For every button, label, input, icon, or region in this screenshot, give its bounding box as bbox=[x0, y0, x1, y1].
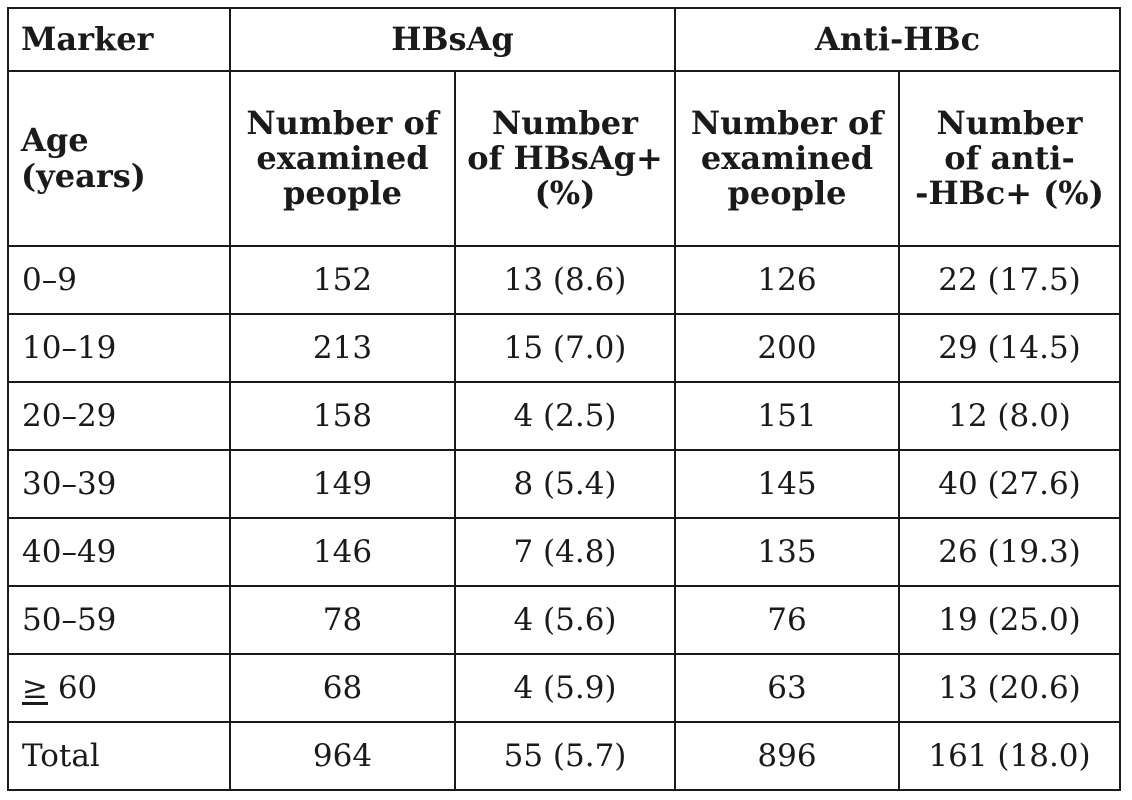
hbsag-examined-total: 964 bbox=[230, 722, 455, 790]
antihbc-group-header: Anti-HBc bbox=[675, 8, 1120, 71]
antihbc-positive-cell: 22 (17.5) bbox=[899, 246, 1120, 314]
antihbc-positive-cell: 29 (14.5) bbox=[899, 314, 1120, 382]
table-row bbox=[8, 518, 1120, 586]
age-cell: 50–59 bbox=[8, 586, 230, 654]
age-value: 60 bbox=[47, 670, 98, 706]
hbsag-positive-cell: 15 (7.0) bbox=[455, 314, 675, 382]
antihbc-positive-cell: 26 (19.3) bbox=[899, 518, 1120, 586]
hbsag-positive-header: Number of HBsAg+ (%) bbox=[455, 71, 675, 246]
antihbc-examined-cell: 151 bbox=[675, 382, 899, 450]
hbsag-positive-cell: 8 (5.4) bbox=[455, 450, 675, 518]
antihbc-positive-cell: 12 (8.0) bbox=[899, 382, 1120, 450]
antihbc-positive-cell: 13 (20.6) bbox=[899, 654, 1120, 722]
hbsag-positive-cell: 7 (4.8) bbox=[455, 518, 675, 586]
table-row bbox=[8, 450, 1120, 518]
age-cell bbox=[8, 654, 230, 722]
antihbc-positive-cell: 19 (25.0) bbox=[899, 586, 1120, 654]
age-cell: 10–19 bbox=[8, 314, 230, 382]
hbsag-positive-cell: 4 (5.9) bbox=[455, 654, 675, 722]
hbsag-examined-cell: 146 bbox=[230, 518, 455, 586]
table-row bbox=[8, 654, 1120, 722]
antihbc-examined-cell: 145 bbox=[675, 450, 899, 518]
greater-equal-symbol: ≥ bbox=[22, 670, 48, 706]
antihbc-positive-total: 161 (18.0) bbox=[899, 722, 1120, 790]
hbsag-examined-cell: 152 bbox=[230, 246, 455, 314]
hbsag-examined-cell: 213 bbox=[230, 314, 455, 382]
table-row bbox=[8, 382, 1120, 450]
antihbc-positive-cell: 40 (27.6) bbox=[899, 450, 1120, 518]
hbsag-examined-cell: 149 bbox=[230, 450, 455, 518]
total-row bbox=[8, 722, 1120, 790]
age-cell: 40–49 bbox=[8, 518, 230, 586]
age-cell: 20–29 bbox=[8, 382, 230, 450]
hbsag-examined-cell: 78 bbox=[230, 586, 455, 654]
hbsag-positive-total: 55 (5.7) bbox=[455, 722, 675, 790]
table-row bbox=[8, 246, 1120, 314]
antihbc-examined-cell: 135 bbox=[675, 518, 899, 586]
marker-header: Marker bbox=[8, 8, 230, 71]
age-cell: 30–39 bbox=[8, 450, 230, 518]
antihbc-examined-cell: 200 bbox=[675, 314, 899, 382]
hbsag-examined-cell: 68 bbox=[230, 654, 455, 722]
antihbc-examined-header: Number of examined people bbox=[675, 71, 899, 246]
table-row bbox=[8, 314, 1120, 382]
hbv-markers-table bbox=[7, 7, 1121, 791]
hbsag-examined-cell: 158 bbox=[230, 382, 455, 450]
hbsag-positive-cell: 4 (5.6) bbox=[455, 586, 675, 654]
antihbc-positive-header: Number of anti- -HBc+ (%) bbox=[899, 71, 1120, 246]
header-row-columns bbox=[8, 71, 1120, 246]
antihbc-examined-cell: 63 bbox=[675, 654, 899, 722]
table-row bbox=[8, 586, 1120, 654]
antihbc-examined-cell: 126 bbox=[675, 246, 899, 314]
header-row-groups bbox=[8, 8, 1120, 71]
antihbc-examined-total: 896 bbox=[675, 722, 899, 790]
age-cell: 0–9 bbox=[8, 246, 230, 314]
hbsag-positive-cell: 13 (8.6) bbox=[455, 246, 675, 314]
age-header: Age (years) bbox=[8, 71, 230, 246]
hbsag-positive-cell: 4 (2.5) bbox=[455, 382, 675, 450]
antihbc-examined-cell: 76 bbox=[675, 586, 899, 654]
hbsag-group-header: HBsAg bbox=[230, 8, 675, 71]
hbsag-examined-header: Number of examined people bbox=[230, 71, 455, 246]
total-label-cell: Total bbox=[8, 722, 230, 790]
